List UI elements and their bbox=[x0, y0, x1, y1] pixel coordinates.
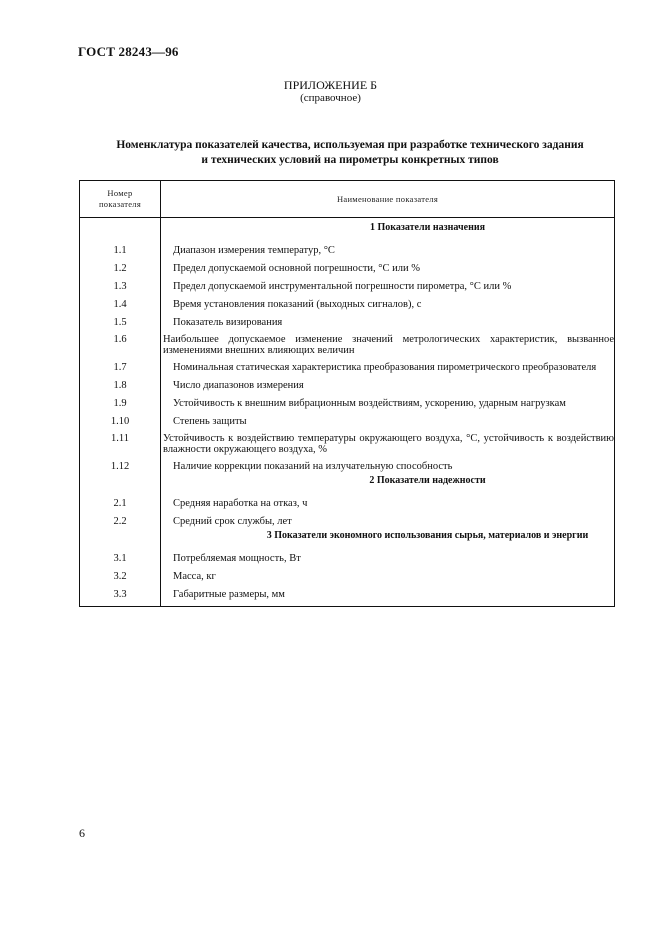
table-row bbox=[80, 585, 615, 607]
indicator-number: 1.4 bbox=[80, 295, 161, 313]
indicator-number: 1.9 bbox=[80, 394, 161, 412]
section-number-cell bbox=[80, 530, 161, 549]
indicator-name: Потребляемая мощность, Вт bbox=[173, 552, 301, 564]
section-row bbox=[80, 218, 615, 242]
column-header-number-line-1: Номер bbox=[107, 188, 133, 198]
indicator-name: Устойчивость к воздействию температуры окружающего воздуха, °С, устойчивость к воздействию влажности окружающего воздуха, % bbox=[163, 432, 614, 455]
indicator-number: 2.2 bbox=[80, 512, 161, 530]
indicator-number: 1.11 bbox=[80, 430, 161, 457]
section-row bbox=[80, 530, 615, 549]
indicator-number: 1.12 bbox=[80, 457, 161, 475]
indicator-name: Предел допускаемой основной погрешности, °С или % bbox=[173, 262, 420, 274]
table-title-line-1: Номенклатура показателей качества, используемая при разработке технического задания bbox=[116, 139, 584, 151]
indicator-number: 3.2 bbox=[80, 567, 161, 585]
indicator-number: 1.6 bbox=[80, 331, 161, 358]
indicator-number: 1.10 bbox=[80, 412, 161, 430]
table-row bbox=[80, 376, 615, 394]
indicator-number: 1.3 bbox=[80, 277, 161, 295]
column-header-number-line-2: показателя bbox=[98, 199, 142, 209]
column-header-number bbox=[80, 181, 161, 218]
table-title bbox=[90, 138, 610, 168]
indicator-name: Устойчивость к внешним вибрационным воздействиям, ускорению, ударным нагрузкам bbox=[173, 397, 566, 409]
indicator-name: Масса, кг bbox=[173, 570, 216, 582]
table-row bbox=[80, 430, 615, 457]
indicator-name: Средний срок службы, лет bbox=[173, 515, 292, 527]
appendix-heading bbox=[0, 79, 661, 105]
table-row bbox=[80, 277, 615, 295]
section-number-cell bbox=[80, 475, 161, 494]
table-row bbox=[80, 313, 615, 331]
appendix-subtitle: (справочное) bbox=[300, 92, 361, 104]
indicator-number: 1.7 bbox=[80, 358, 161, 376]
table-body bbox=[80, 218, 615, 607]
table-row bbox=[80, 331, 615, 358]
appendix-title: ПРИЛОЖЕНИЕ Б bbox=[283, 78, 378, 92]
table-row bbox=[80, 494, 615, 512]
table-row bbox=[80, 241, 615, 259]
indicator-name: Средняя наработка на отказ, ч bbox=[173, 497, 308, 509]
indicator-number: 1.5 bbox=[80, 313, 161, 331]
table-row bbox=[80, 549, 615, 567]
table-row bbox=[80, 358, 615, 376]
table-row bbox=[80, 259, 615, 277]
indicator-name: Наличие коррекции показаний на излучательную способность bbox=[173, 460, 453, 472]
indicator-number: 1.1 bbox=[80, 241, 161, 259]
section-title: 2 Показатели надежности bbox=[369, 475, 486, 486]
table-title-line-2: и технических условий на пирометры конкретных типов bbox=[201, 154, 499, 166]
indicator-name: Диапазон измерения температур, °С bbox=[173, 244, 335, 256]
page-number: 6 bbox=[79, 826, 85, 840]
quality-indicators-table bbox=[79, 180, 615, 607]
table-header-row bbox=[80, 181, 615, 218]
indicator-name: Число диапазонов измерения bbox=[173, 379, 304, 391]
section-title: 3 Показатели экономного использования сырья, материалов и энергии bbox=[266, 530, 589, 541]
document-code: ГОСТ 28243—96 bbox=[78, 44, 179, 59]
indicator-number: 2.1 bbox=[80, 494, 161, 512]
indicator-number: 3.3 bbox=[80, 585, 161, 607]
section-number-cell bbox=[80, 218, 161, 242]
column-header-name: Наименование показателя bbox=[161, 181, 615, 218]
table-row bbox=[80, 394, 615, 412]
indicator-name: Предел допускаемой инструментальной погрешности пирометра, °С или % bbox=[173, 280, 512, 292]
table-row bbox=[80, 457, 615, 475]
indicator-number: 1.2 bbox=[80, 259, 161, 277]
table-row bbox=[80, 412, 615, 430]
indicator-name: Габаритные размеры, мм bbox=[173, 588, 285, 600]
section-row bbox=[80, 475, 615, 494]
table-row bbox=[80, 295, 615, 313]
indicator-name: Степень защиты bbox=[173, 415, 247, 427]
indicator-name: Номинальная статическая характеристика преобразования пирометрического преобразователя bbox=[173, 361, 597, 373]
table-row bbox=[80, 512, 615, 530]
section-title: 1 Показатели назначения bbox=[369, 222, 486, 233]
indicator-number: 3.1 bbox=[80, 549, 161, 567]
table-row bbox=[80, 567, 615, 585]
indicator-name: Время установления показаний (выходных сигналов), с bbox=[173, 298, 422, 310]
indicator-name: Наибольшее допускаемое изменение значений метрологических характеристик, вызванное изменениями внешних влияющих величин bbox=[163, 333, 614, 356]
indicator-name: Показатель визирования bbox=[173, 316, 283, 328]
indicator-number: 1.8 bbox=[80, 376, 161, 394]
